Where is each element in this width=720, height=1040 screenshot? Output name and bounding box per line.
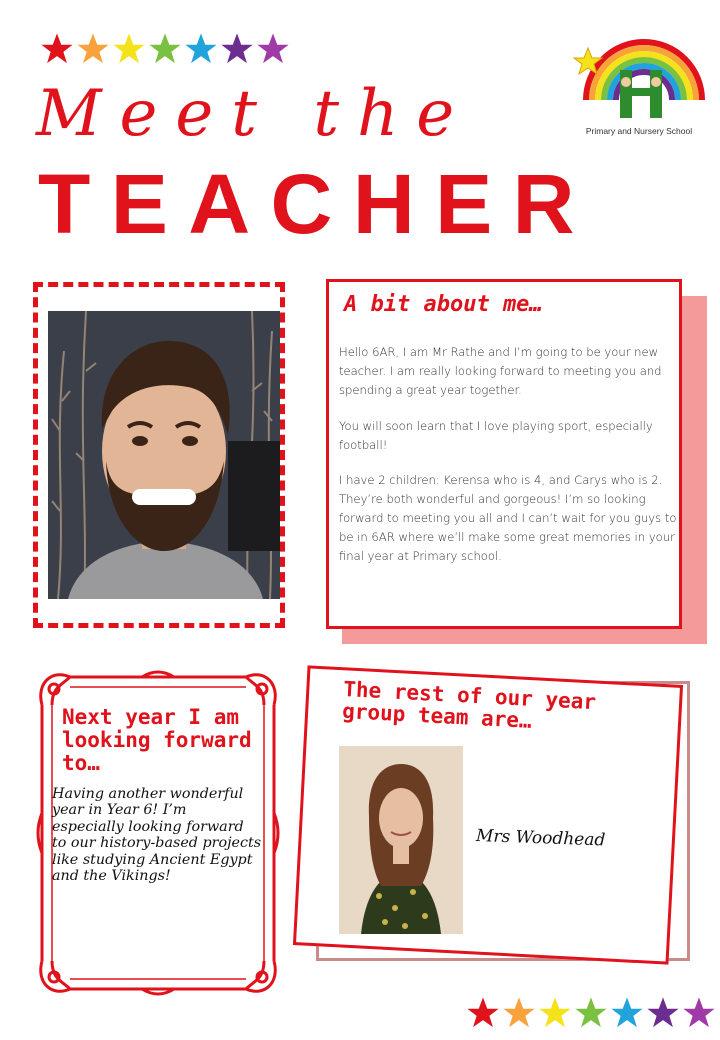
yellow-star-icon bbox=[538, 996, 572, 1030]
next-year-body: Having another wonderful year in Year 6! I’m especially looking forward to our history-based projects like studying Ancient Egypt and the Vikings! bbox=[52, 786, 262, 885]
blue-star-icon bbox=[184, 32, 218, 66]
about-heading: A bit about me… bbox=[344, 292, 543, 317]
orange-star-icon bbox=[76, 32, 110, 66]
star-row-top bbox=[40, 32, 290, 66]
red-star-icon bbox=[466, 996, 500, 1030]
blue-star-icon bbox=[610, 996, 644, 1030]
green-star-icon bbox=[574, 996, 608, 1030]
team-member-name: Mrs Woodhead bbox=[475, 826, 606, 851]
purple-star-icon bbox=[646, 996, 680, 1030]
about-paragraph: Hello 6AR, I am Mr Rathe and I’m going to be your new teacher. I am really looking forward to meeting you and spending a great year together. bbox=[339, 345, 662, 397]
purple-star-icon bbox=[220, 32, 254, 66]
red-star-icon bbox=[40, 32, 74, 66]
logo-subtitle: Primary and Nursery School bbox=[585, 126, 693, 136]
page-title-line2: TEACHER bbox=[38, 157, 595, 251]
team-heading: The rest of our year group team are… bbox=[341, 677, 597, 733]
star-row-bottom bbox=[466, 996, 716, 1030]
next-year-heading: Next year I am looking forward to… bbox=[62, 705, 252, 775]
rainbow-logo-icon bbox=[566, 22, 712, 126]
about-paragraph: You will soon learn that I love playing sport, especially football! bbox=[339, 419, 653, 452]
orange-star-icon bbox=[502, 996, 536, 1030]
teacher-photo bbox=[48, 311, 280, 599]
team-member-photo bbox=[339, 746, 463, 934]
page-title-line1: Meet the bbox=[36, 77, 473, 151]
school-logo bbox=[566, 22, 712, 150]
about-paragraph: I have 2 children: Kerensa who is 4, and Carys who is 2. They’re both wonderful and gorgeous! I’m so looking forward to meeting you all and I can’t wait for you guys to be in 6AR where we’ll make some great memories in your final year at Primary school. bbox=[339, 473, 677, 563]
magenta-star-icon bbox=[682, 996, 716, 1030]
green-star-icon bbox=[148, 32, 182, 66]
magenta-star-icon bbox=[256, 32, 290, 66]
yellow-star-icon bbox=[112, 32, 146, 66]
